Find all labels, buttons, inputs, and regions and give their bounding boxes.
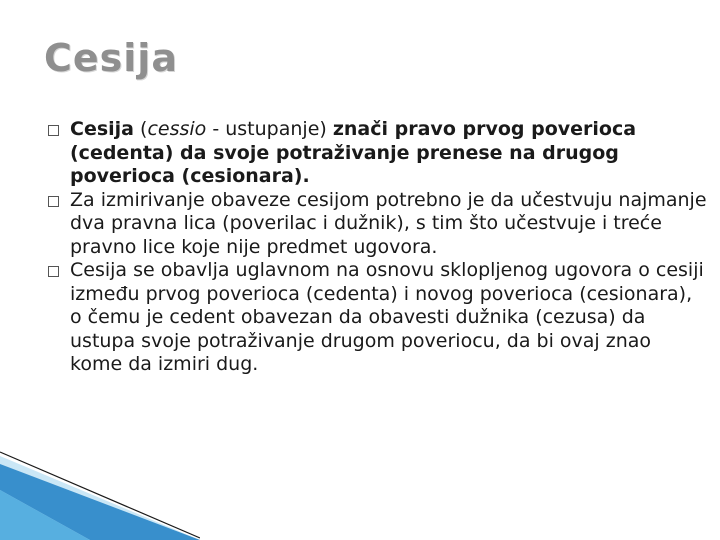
corner-decoration [0,450,200,540]
square-bullet-icon [48,125,59,136]
bullet-list [48,118,708,377]
bullet-text: Za izmirivanje obaveze cesijom potrebno je da učestvuju najmanje dva pravna lica (poverilac i dužnik), s tim što učestvuje i treće pravno lice koje nije predmet ugovora. [70,188,707,258]
definition-text: znači pravo prvog poverioca (cedenta) da svoje potraživanje prenese na drugog poverioca (cesionara). [70,118,637,187]
slide-title: Cesija [44,36,178,80]
paren-open: ( [134,118,148,140]
bullet-item-participants [48,189,708,260]
paren-rest: - ustupanje) [206,118,333,140]
bullet-item-contract [48,259,708,377]
latin-term: cessio [147,118,207,140]
bullet-text: Cesija se obavlja uglavnom na osnovu sklopljenog ugovora o cesiji između prvog poverioca (cedenta) i novog poverioca (cesionara), o čemu je cedent obavezan da obavesti dužnika (cezusa) da ustupa svoje potraživanje drugom poveriocu, da bi ovaj znao kome da izmiri dug. [70,259,704,375]
square-bullet-icon [48,196,59,207]
term-label: Cesija [70,118,134,140]
bullet-item-definition [48,118,708,189]
square-bullet-icon [48,266,59,277]
